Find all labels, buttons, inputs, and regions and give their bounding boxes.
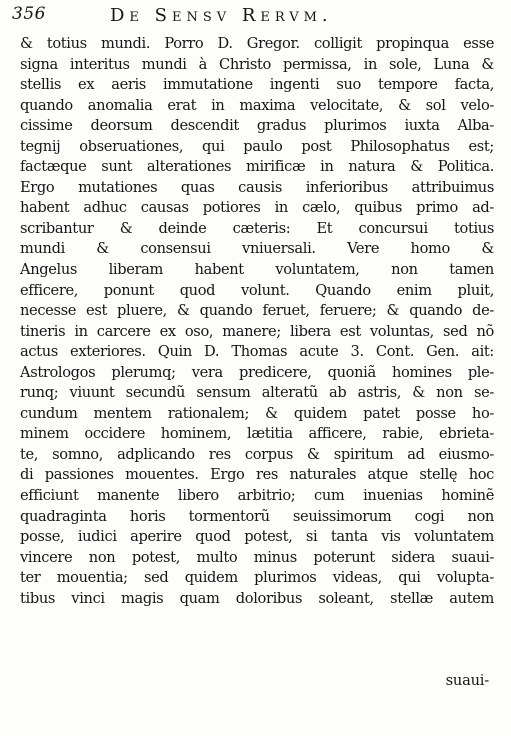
running-head: De Sensv Rervm. [110, 5, 333, 26]
text-line: efficiunt manente libero arbitrio; cum inuenias hominẽ [20, 487, 494, 505]
text-line: quadraginta horis tormentorũ seuissimorum cogi non [20, 507, 494, 525]
text-line: scribantur & deinde cæteris: Et concursui totius [20, 219, 494, 237]
text-line: & totius mundi. Porro D. Gregor. colligit propinqua esse [20, 35, 494, 52]
text-line: cundum mentem rationalem; & quidem patet posse ho- [20, 404, 494, 422]
text-line: vincere non potest, multo minus poterunt sidera suaui- [20, 548, 494, 566]
text-line: posse, iudici aperire quod potest, si tanta vis voluntatem [20, 528, 494, 546]
page-number: 356 [12, 4, 46, 24]
text-line: Ergo mutationes quas causis inferioribus attribuimus [20, 178, 494, 196]
text-line: ter mouentia; sed quidem plurimos videas, qui volupta- [20, 569, 494, 587]
text-line: tegnij obseruationes, qui paulo post Philosophatus est; [20, 137, 494, 155]
text-line: minem occidere hominem, lætitia afficere, rabie, ebrieta- [20, 425, 494, 443]
text-line: factæque sunt alterationes mirificæ in natura & Politica. [20, 158, 494, 176]
text-line: Angelus liberam habent voluntatem, non tamen [20, 261, 494, 279]
text-line: tineris in carcere ex oso, manere; libera est voluntas, sed nõ [20, 322, 494, 340]
catchword: suaui- [445, 672, 489, 689]
text-line: cissime deorsum descendit gradus plurimos iuxta Alba- [20, 117, 494, 135]
text-line: quando anomalia erat in maxima velocitate, & sol velo- [20, 96, 494, 114]
text-line: tibus vinci magis quam doloribus soleant, stellæ autem [20, 589, 494, 607]
text-line: te, somno, adplicando res corpus & spiritum ad eiusmo- [20, 445, 494, 463]
text-line: stellis ex aeris immutatione ingenti suo tempore facta, [20, 76, 494, 94]
text-line: necesse est pluere, & quando feruet, feruere; & quando de- [20, 302, 494, 320]
text-line: mundi & consensui vniuersali. Vere homo & [20, 240, 494, 258]
text-line: habent adhuc causas potiores in cælo, quibus primo ad- [20, 199, 494, 217]
text-line: signa interitus mundi à Christo permissa, in sole, Luna & [20, 55, 494, 73]
text-line: di passiones mouentes. Ergo res naturales atque stellę hoc [20, 466, 494, 484]
text-line: efficere, ponunt quod volunt. Quando enim pluit, [20, 281, 494, 299]
text-line: runq; viuunt secundũ sensum alteratũ ab astris, & non se- [20, 384, 494, 402]
text-line: actus exteriores. Quin D. Thomas acute 3. Cont. Gen. ait: [20, 343, 494, 361]
body-text [20, 34, 494, 609]
text-line: Astrologos plerumq; vera predicere, quoniã homines ple- [20, 363, 494, 381]
